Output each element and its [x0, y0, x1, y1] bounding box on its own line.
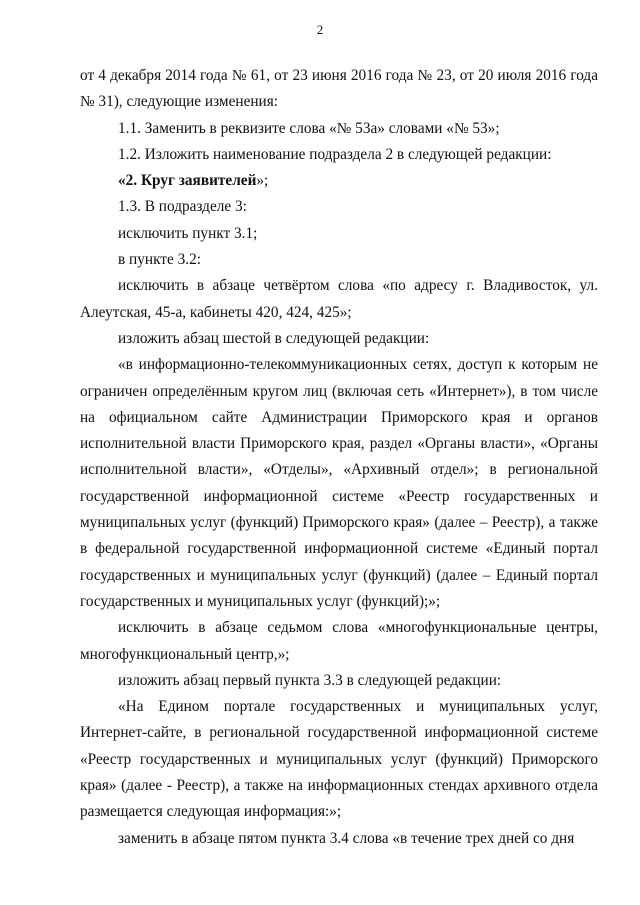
paragraph-item-1-3: 1.3. В подразделе 3: [118, 198, 247, 216]
paragraph-sixth-abzac-intro: изложить абзац шестой в следующей редакции: [118, 329, 430, 347]
paragraph-exclude-3-1: исключить пункт 3.1; [118, 224, 258, 242]
paragraph-item-1-2: 1.2. Изложить наименование подраздела 2 в следующей редакции: [118, 145, 552, 163]
subsection-title-tail: »; [256, 172, 269, 190]
paragraph-sixth-abzac-text: «в информационно-телекоммуникационных сетях, доступ к которым не ограничен определённым кругом лиц (включая сеть «Интернет»), в том числе на официальном сайте Администрации Приморского края и органов исполнительной власти Приморского края, раздел «Органы власти», «Органы исполнительной власти», «Отделы», «Архивный отдел»; в региональной государственной информационной системе «Реестр государственных и муниципальных услуг (функций) Приморского края» (далее – Реестр), а также в федеральной государственной информационной системе «Единый портал государственных и муниципальных услуг (функций) (далее – Единый портал государственных и муниципальных услуг (функций);»; [80, 356, 598, 610]
paragraph-point-3-4-replace: заменить в абзаце пятом пункта 3.4 слова «в течение трех дней со дня [118, 829, 575, 847]
paragraph-item-1-1: 1.1. Заменить в реквизите слова «№ 53а» словами «№ 53»; [118, 119, 500, 137]
paragraph-amendments-intro: от 4 декабря 2014 года № 61, от 23 июня 2016 года № 23, от 20 июля 2016 года № 31), следующие изменения: [80, 67, 598, 111]
paragraph-new-subsection-title [80, 168, 598, 194]
subsection-title-bold: «2. Круг заявителей [118, 172, 257, 190]
paragraph-exclude-mfc: исключить в абзаце седьмом слова «многофункциональные центры, многофункциональный центр,»; [80, 619, 598, 663]
document-body [80, 63, 598, 852]
paragraph-exclude-address: исключить в абзаце четвёртом слова «по адресу г. Владивосток, ул. Алеутская, 45-а, кабинеты 420, 424, 425»; [80, 277, 598, 321]
paragraph-point-3-3-text: «На Едином портале государственных и муниципальных услуг, Интернет-сайте, в региональной государственной информационной системе «Реестр государственных и муниципальных услуг (функций) Приморского края» (далее - Реестр), а также на информационных стендах архивного отдела размещается следующая информация:»; [80, 698, 598, 821]
paragraph-point-3-3-intro: изложить абзац первый пункта 3.3 в следующей редакции: [118, 671, 502, 689]
page-number: 2 [316, 22, 324, 37]
paragraph-point-3-2: в пункте 3.2: [118, 251, 201, 269]
